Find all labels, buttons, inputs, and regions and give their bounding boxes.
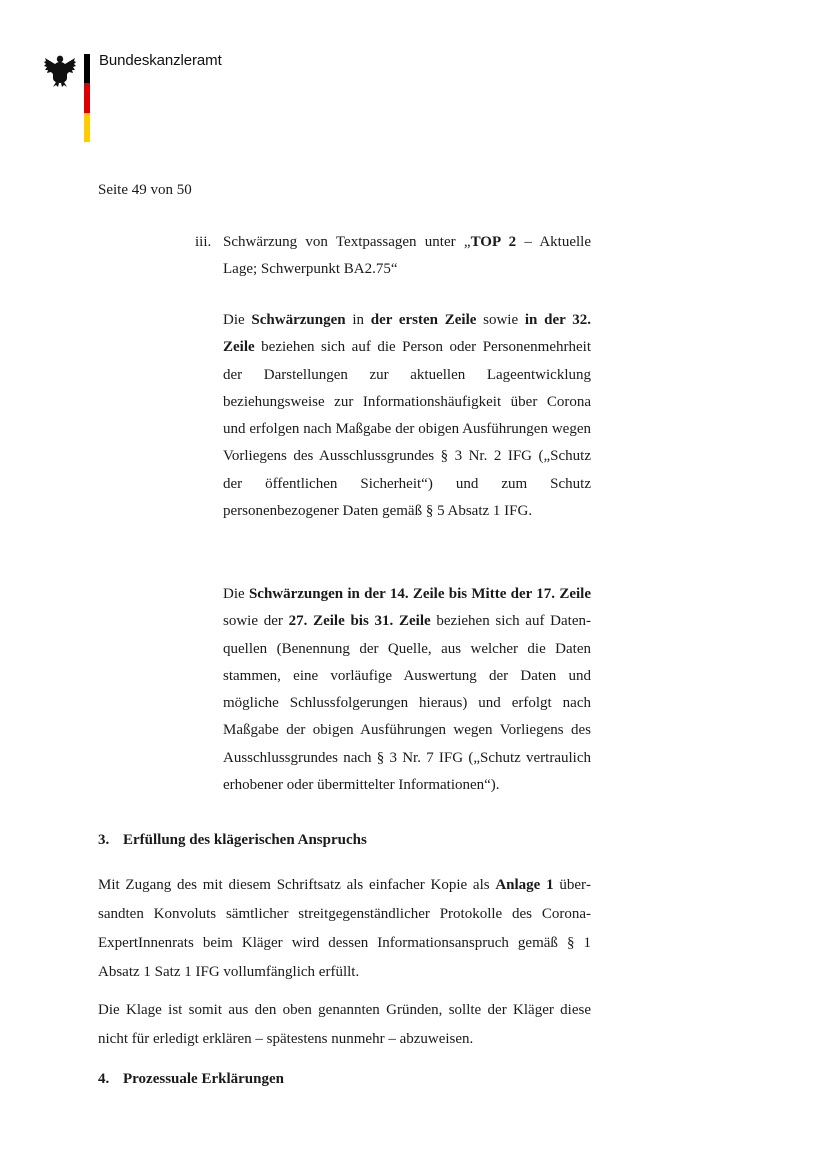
flag-bar <box>84 54 90 142</box>
flag-stripe-black <box>84 54 90 83</box>
federal-eagle-icon <box>43 52 77 88</box>
page-number: Seite 49 von 50 <box>98 182 192 198</box>
bold-text: Anlage 1 <box>495 877 554 893</box>
bold-text: der ersten Zeile <box>370 312 477 328</box>
flag-stripe-gold <box>84 113 90 142</box>
heading-text: Schwärzung von Textpassagen unter „ <box>223 234 471 250</box>
text: Die <box>223 312 252 328</box>
section-3-paragraph-2: Die Klage ist somit aus den oben genannten Gründen, sollte der Kläger diese nicht für erledigt erklären – spätestens nunmehr – abzuweisen. <box>98 1002 591 1047</box>
section-iii-paragraph-1 <box>223 307 591 525</box>
text: sowie <box>476 312 525 328</box>
bold-text: Schwärzungen in der 14. Zeile bis Mitte der 17. Zeile <box>248 586 591 602</box>
text: übersandten Konvoluts sämtlicher streitgegenständlicher Protokolle des Corona-ExpertInnenrats beim Kläger wird dessen Informationsanspruch gemäß § 1 Absatz 1 Satz 1 IFG vollumfänglich erfüllt. <box>98 877 591 980</box>
text: beziehen sich auf Datenquellen (Benennung der Quelle, aus welcher die Daten stammen, eine vorläufige Auswertung der Daten und mögliche Schlussfolgerungen hieraus) und erfolgt nach Maßgabe der obigen Ausführungen wegen Vorliegens des Ausschlussgrundes nach § 3 Nr. 7 IFG („Schutz vertraulich erhobener oder übermittelter Informationen“). <box>223 613 591 794</box>
section-iii-paragraph-2 <box>223 581 591 799</box>
list-label: iii. <box>195 234 212 250</box>
text: Mit Zugang des mit diesem Schriftsatz als einfacher Kopie als <box>98 877 496 893</box>
bold-text: 27. Zeile bis 31. Zeile <box>288 613 431 630</box>
text: Die <box>223 586 249 602</box>
text: sowie der <box>223 613 289 630</box>
flag-stripe-red <box>84 83 90 112</box>
organization-name: Bundeskanzleramt <box>99 52 222 69</box>
bold-text: in der 32. Zeile <box>223 312 591 356</box>
section-iii-heading <box>195 229 591 284</box>
section-title: Prozessuale Erklärungen <box>123 1071 284 1087</box>
section-number: 3. <box>98 832 110 848</box>
section-4-heading <box>98 1071 284 1088</box>
section-3-heading <box>98 832 367 849</box>
heading-bold: TOP 2 <box>470 234 517 250</box>
section-iii-heading-text <box>223 229 591 284</box>
text: in <box>345 312 371 328</box>
section-number: 4. <box>98 1071 110 1087</box>
section-title: Erfüllung des klägerischen Anspruchs <box>123 832 367 848</box>
text: beziehen sich auf die Person oder Personenmehrheit der Darstellungen zur aktuellen Lageentwicklung beziehungsweise zur Informationshäufigkeit über Corona und erfolgen nach Maßgabe der obigen Ausführungen wegen Vorliegens des Ausschlussgrundes § 3 Nr. 2 IFG („Schutz der öffentlichen Sicherheit“) und zum Schutz personenbezogener Daten gemäß § 5 Absatz 1 IFG. <box>223 339 591 520</box>
section-3-paragraph-1 <box>98 871 591 987</box>
bold-text: Schwärzungen <box>251 312 346 328</box>
heading-text: – Aktuelle Lage; Schwerpunkt BA2.75“ <box>223 234 591 278</box>
